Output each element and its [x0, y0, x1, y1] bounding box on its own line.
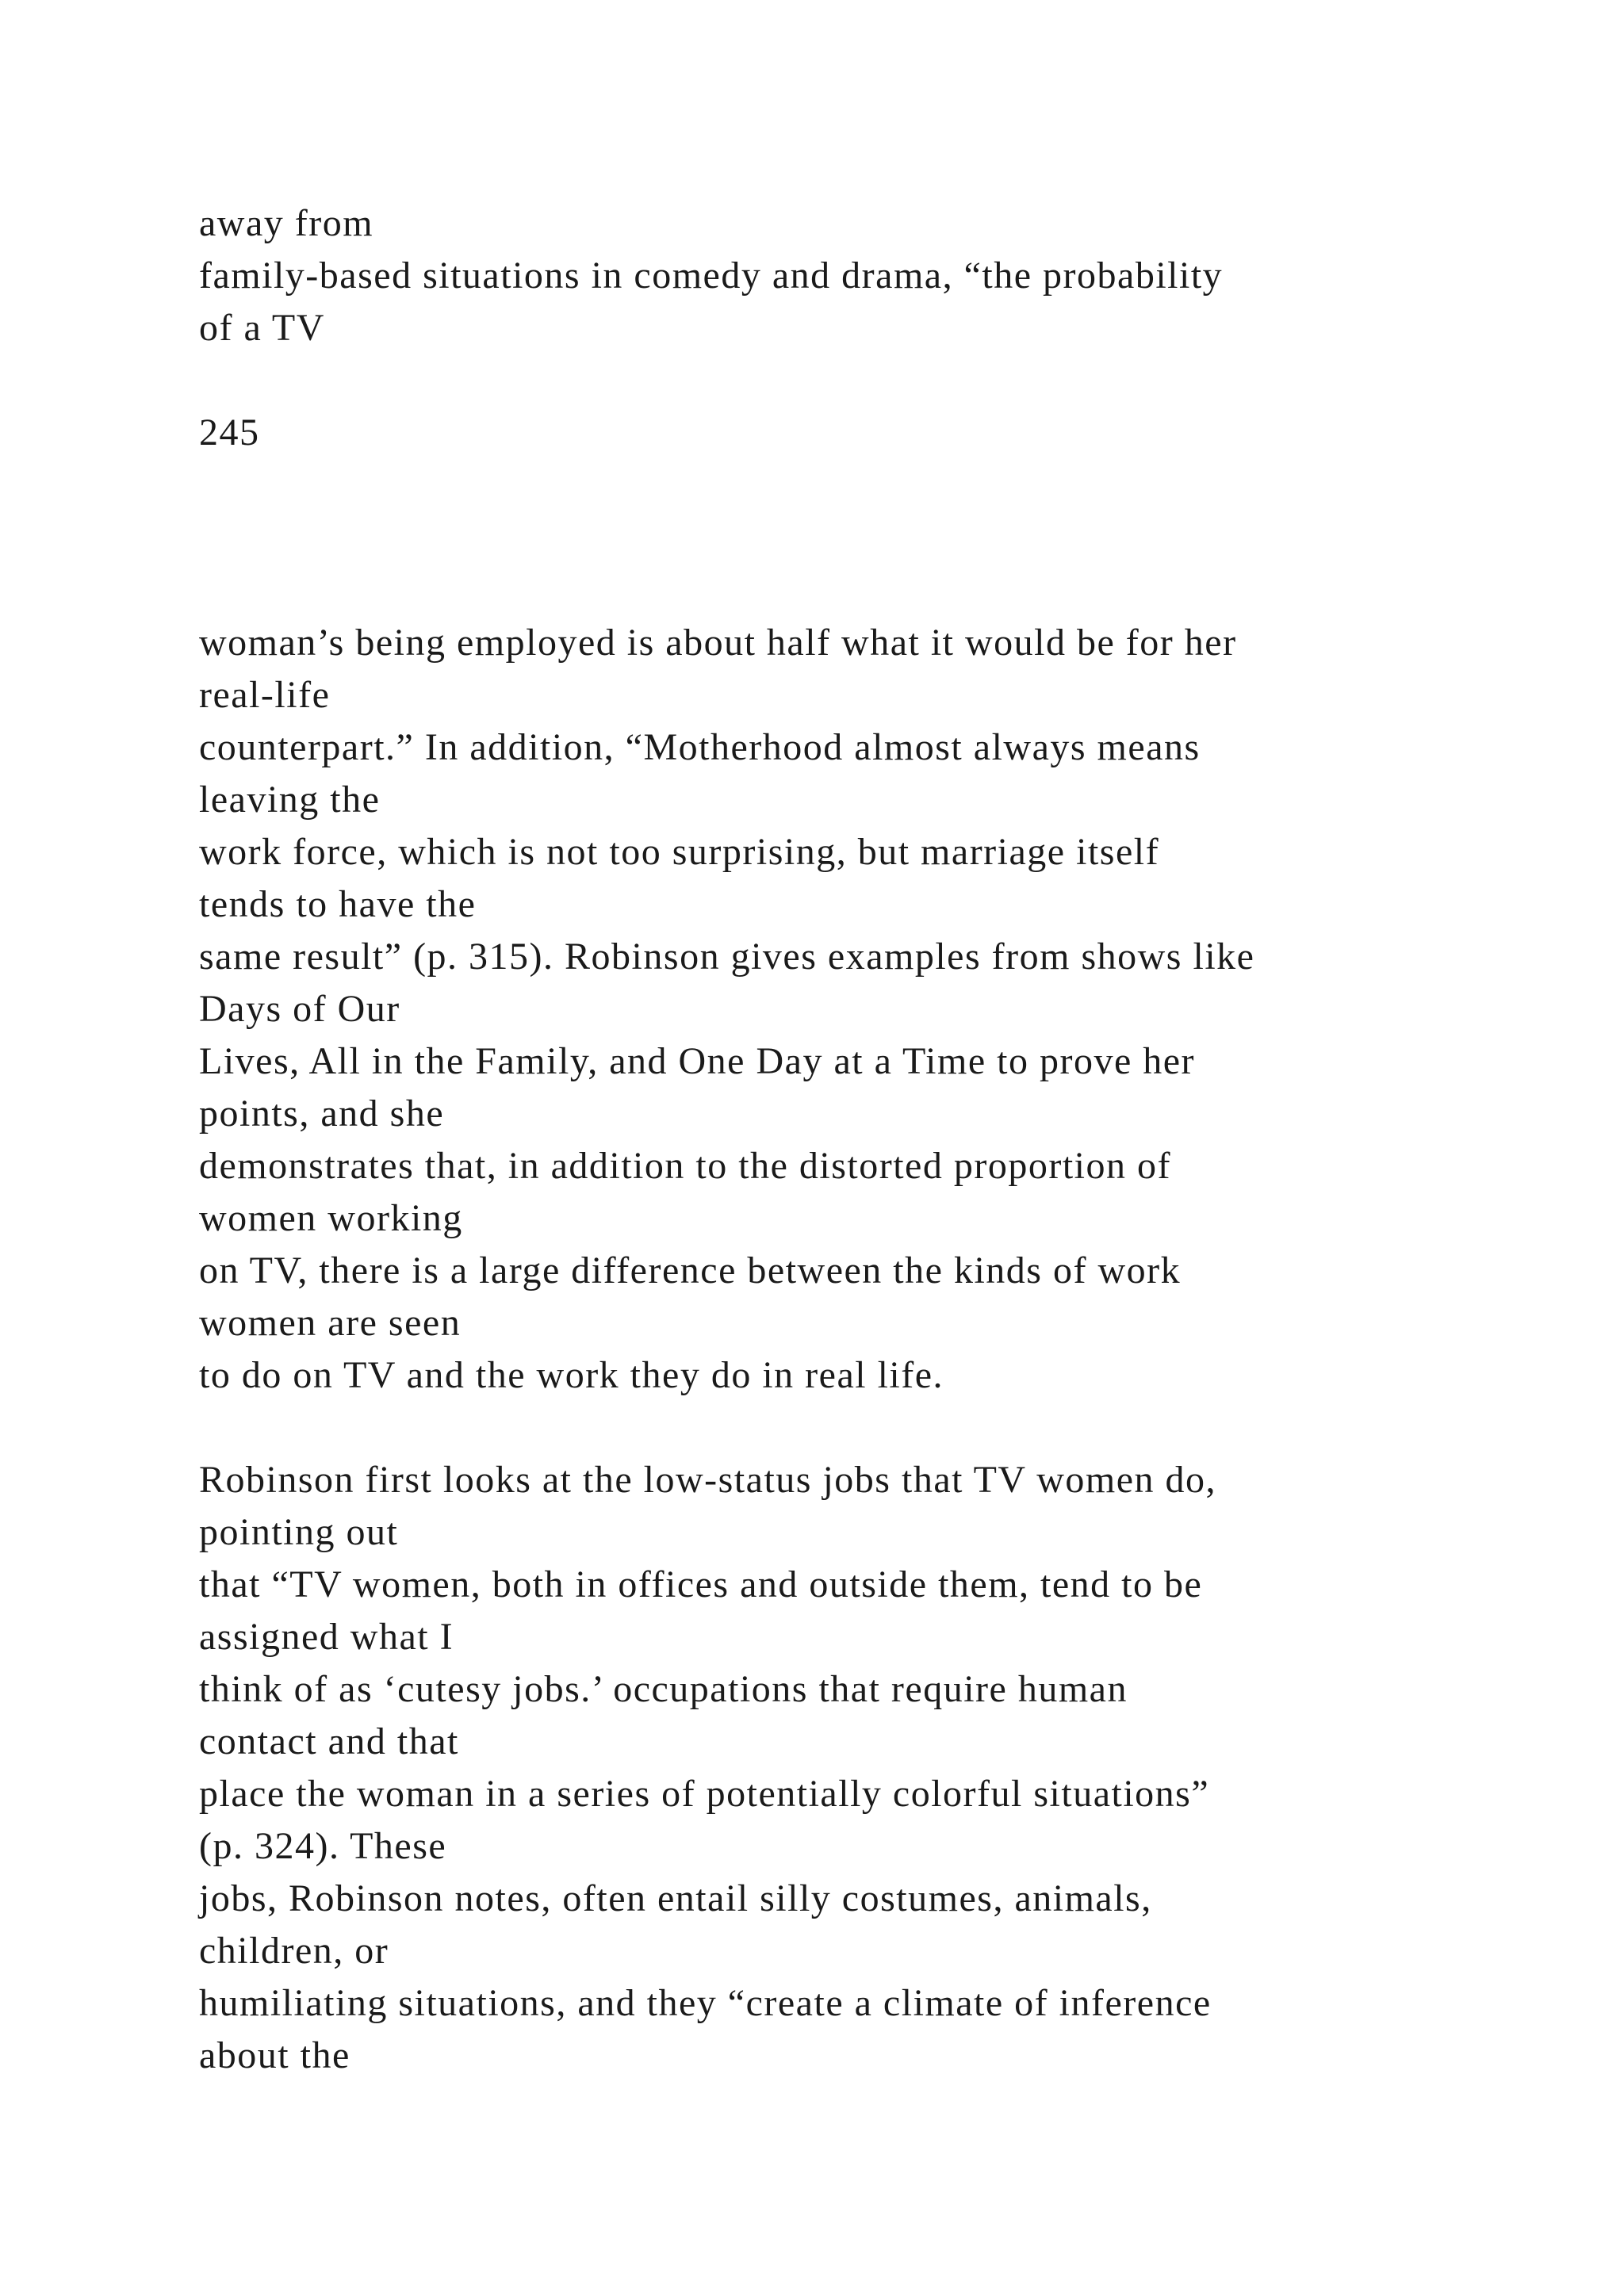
text-line: women working	[199, 1197, 463, 1239]
text-line: that “TV women, both in offices and outside them, tend to be	[199, 1563, 1203, 1605]
text-line: pointing out	[199, 1511, 399, 1553]
text-line: Robinson first looks at the low-status jobs that TV women do,	[199, 1459, 1217, 1501]
text-line: away from	[199, 202, 374, 244]
text-line: work force, which is not too surprising, but marriage itself	[199, 831, 1160, 873]
text-line: children, or	[199, 1930, 389, 1972]
text-line: family-based situations in comedy and drama, “the probability	[199, 254, 1224, 297]
text-line: same result” (p. 315). Robinson gives examples from shows like	[199, 936, 1255, 978]
text-line: assigned what I	[199, 1616, 454, 1658]
text-line: tends to have the	[199, 883, 477, 925]
text-line: counterpart.” In addition, “Motherhood almost always means	[199, 726, 1201, 768]
text-line: humiliating situations, and they “create a climate of inference	[199, 1982, 1212, 2024]
text-line: to do on TV and the work they do in real life.	[199, 1354, 944, 1396]
text-line: Lives, All in the Family, and One Day at a Time to prove her	[199, 1040, 1196, 1082]
text-line: think of as ‘cutesy jobs.’ occupations that require human	[199, 1668, 1128, 1710]
text-line: women are seen	[199, 1302, 462, 1344]
text-line: (p. 324). These	[199, 1825, 447, 1867]
text-line: woman’s being employed is about half what it would be for her	[199, 622, 1237, 664]
text-line: demonstrates that, in addition to the distorted proportion of	[199, 1145, 1171, 1187]
page-number: 245	[199, 411, 260, 453]
text-line: place the woman in a series of potentially colorful situations”	[199, 1773, 1210, 1815]
text-line: on TV, there is a large difference between the kinds of work	[199, 1249, 1182, 1292]
text-line: Days of Our	[199, 988, 400, 1030]
text-line: points, and she	[199, 1093, 445, 1135]
text-line: of a TV	[199, 307, 325, 349]
text-line: leaving the	[199, 779, 381, 821]
text-line: jobs, Robinson notes, often entail silly costumes, animals,	[199, 1877, 1152, 1919]
text-line: real-life	[199, 674, 331, 716]
text-line: about the	[199, 2034, 350, 2076]
text-line: contact and that	[199, 1720, 459, 1762]
